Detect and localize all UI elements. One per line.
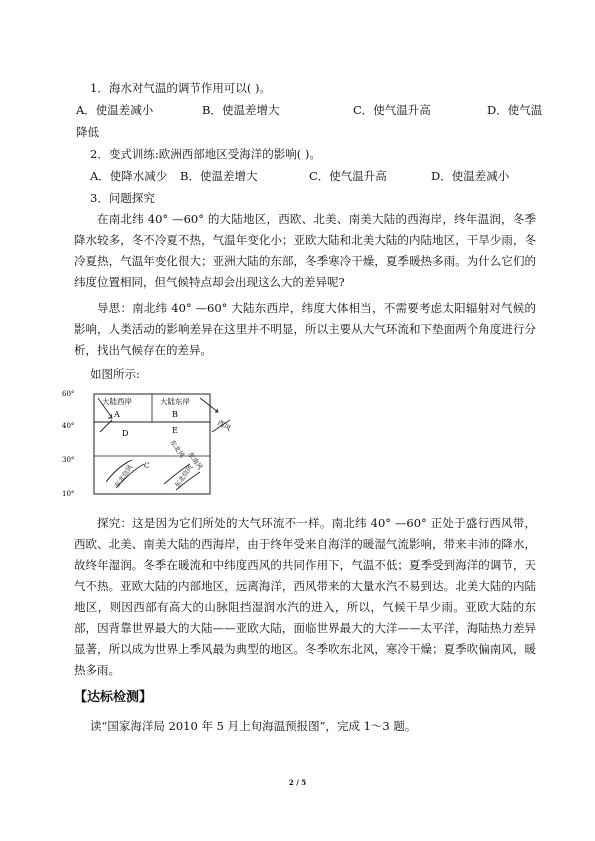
q1-option-d-wrap: 降低 (76, 125, 99, 139)
region-d: D (122, 429, 129, 438)
q1-option-b: B．使温差增大 (202, 103, 280, 117)
page-number: 2 / 5 (288, 778, 307, 787)
climate-circulation-figure (60, 384, 260, 504)
wind-label-ne: 东北风 (168, 438, 187, 460)
wind-label-se: 东南风 (186, 450, 205, 472)
q1-option-a: A．使温差减小 (76, 103, 154, 117)
region-c: C (144, 462, 150, 470)
lat-label-40: 40° (62, 422, 75, 430)
coast-west-label: 大陆西岸 (102, 397, 132, 406)
coast-east-label: 大陆东岸 (160, 397, 190, 406)
lat-label-60: 60° (62, 390, 75, 398)
figure-intro: 如图所示: (90, 367, 140, 381)
trade-wind-label-2: 东北信风 (173, 463, 195, 490)
q2-option-a: A．使降水减少 (90, 169, 168, 183)
east-wind-arrow-1 (200, 398, 218, 412)
section-heading: 【达标检测】 (74, 690, 153, 705)
q3-title: 3．问题探究 (90, 191, 155, 205)
q1-stem: 1．海水对气温的调节作用可以( )。 (90, 81, 271, 95)
region-e: E (172, 426, 178, 435)
lat-label-30: 30° (62, 456, 75, 464)
q2-option-c: C．使气温升高 (309, 169, 387, 183)
region-a: A (114, 410, 120, 419)
guide-paragraph: 导思：南北纬 40° —60° 大陆东西岸，纬度大体相当，不需要考虑太阳辐射对气候的影响，人类活动的影响差异在这里并不明显，所以主要从大气环流和下垫面两个角度进行分析，找出气候存在的差异。 (74, 301, 536, 357)
region-b: B (172, 410, 178, 419)
q1-option-c: C．使气温升高 (353, 103, 431, 117)
q2-option-d: D．使温差减小 (431, 169, 510, 183)
wind-label-west: 西风 (216, 418, 233, 433)
explore-paragraph: 探究：这是因为它们所处的大气环流不一样。南北纬 40° —60° 正处于盛行西风带，西欧、北美、南美大陆的西海岸，由于终年受来自海洋的暖湿气流影响，带来丰沛的降水，故终年湿润。冬季在暖流和中纬度西风的共同作用下，气温不低；夏季受到海洋的调节，天气不热。亚欧大陆的内部地区，远离海洋，西风带来的大量水汽不易到达。北美大陆的内陆地区，则因西部有高大的山脉阻挡湿润水汽的进入，所以，气候干旱少雨。亚欧大陆的东部，因背靠世界最大的大陆——亚欧大陆，面临世界最大的大洋——太平洋，海陆热力差异显著，所以成为世界上季风最为典型的地区。冬季吹东北风，寒冷干燥；夏季吹偏南风，暖热多雨。 (74, 516, 536, 677)
lat-label-10: 10° (62, 490, 75, 498)
q2-stem: 2．变式训练:欧洲西部地区受海洋的影响( )。 (90, 147, 321, 161)
trade-wind-label-1: 东北信风 (113, 463, 135, 490)
read-prompt: 读“国家海洋局 2010 年 5 月上旬海温预报图”，完成 1～3 题。 (90, 719, 417, 733)
problem-paragraph: 在南北纬 40° —60° 的大陆地区，西欧、北美、南美大陆的西海岸，终年温润，冬季降水较多，冬不冷夏不热，气温年变化小；亚欧大陆和北美大陆的内陆地区，干旱少雨，冬冷夏热，气温年变化很大；亚洲大陆的东部，冬季寒冷干燥，夏季暖热多雨。为什么它们的纬度位置相同，但气候特点却会出现这么大的差异呢? (74, 212, 536, 289)
q1-option-d: D．使气温 (487, 103, 543, 117)
q2-option-b: B．使温差增大 (180, 169, 258, 183)
